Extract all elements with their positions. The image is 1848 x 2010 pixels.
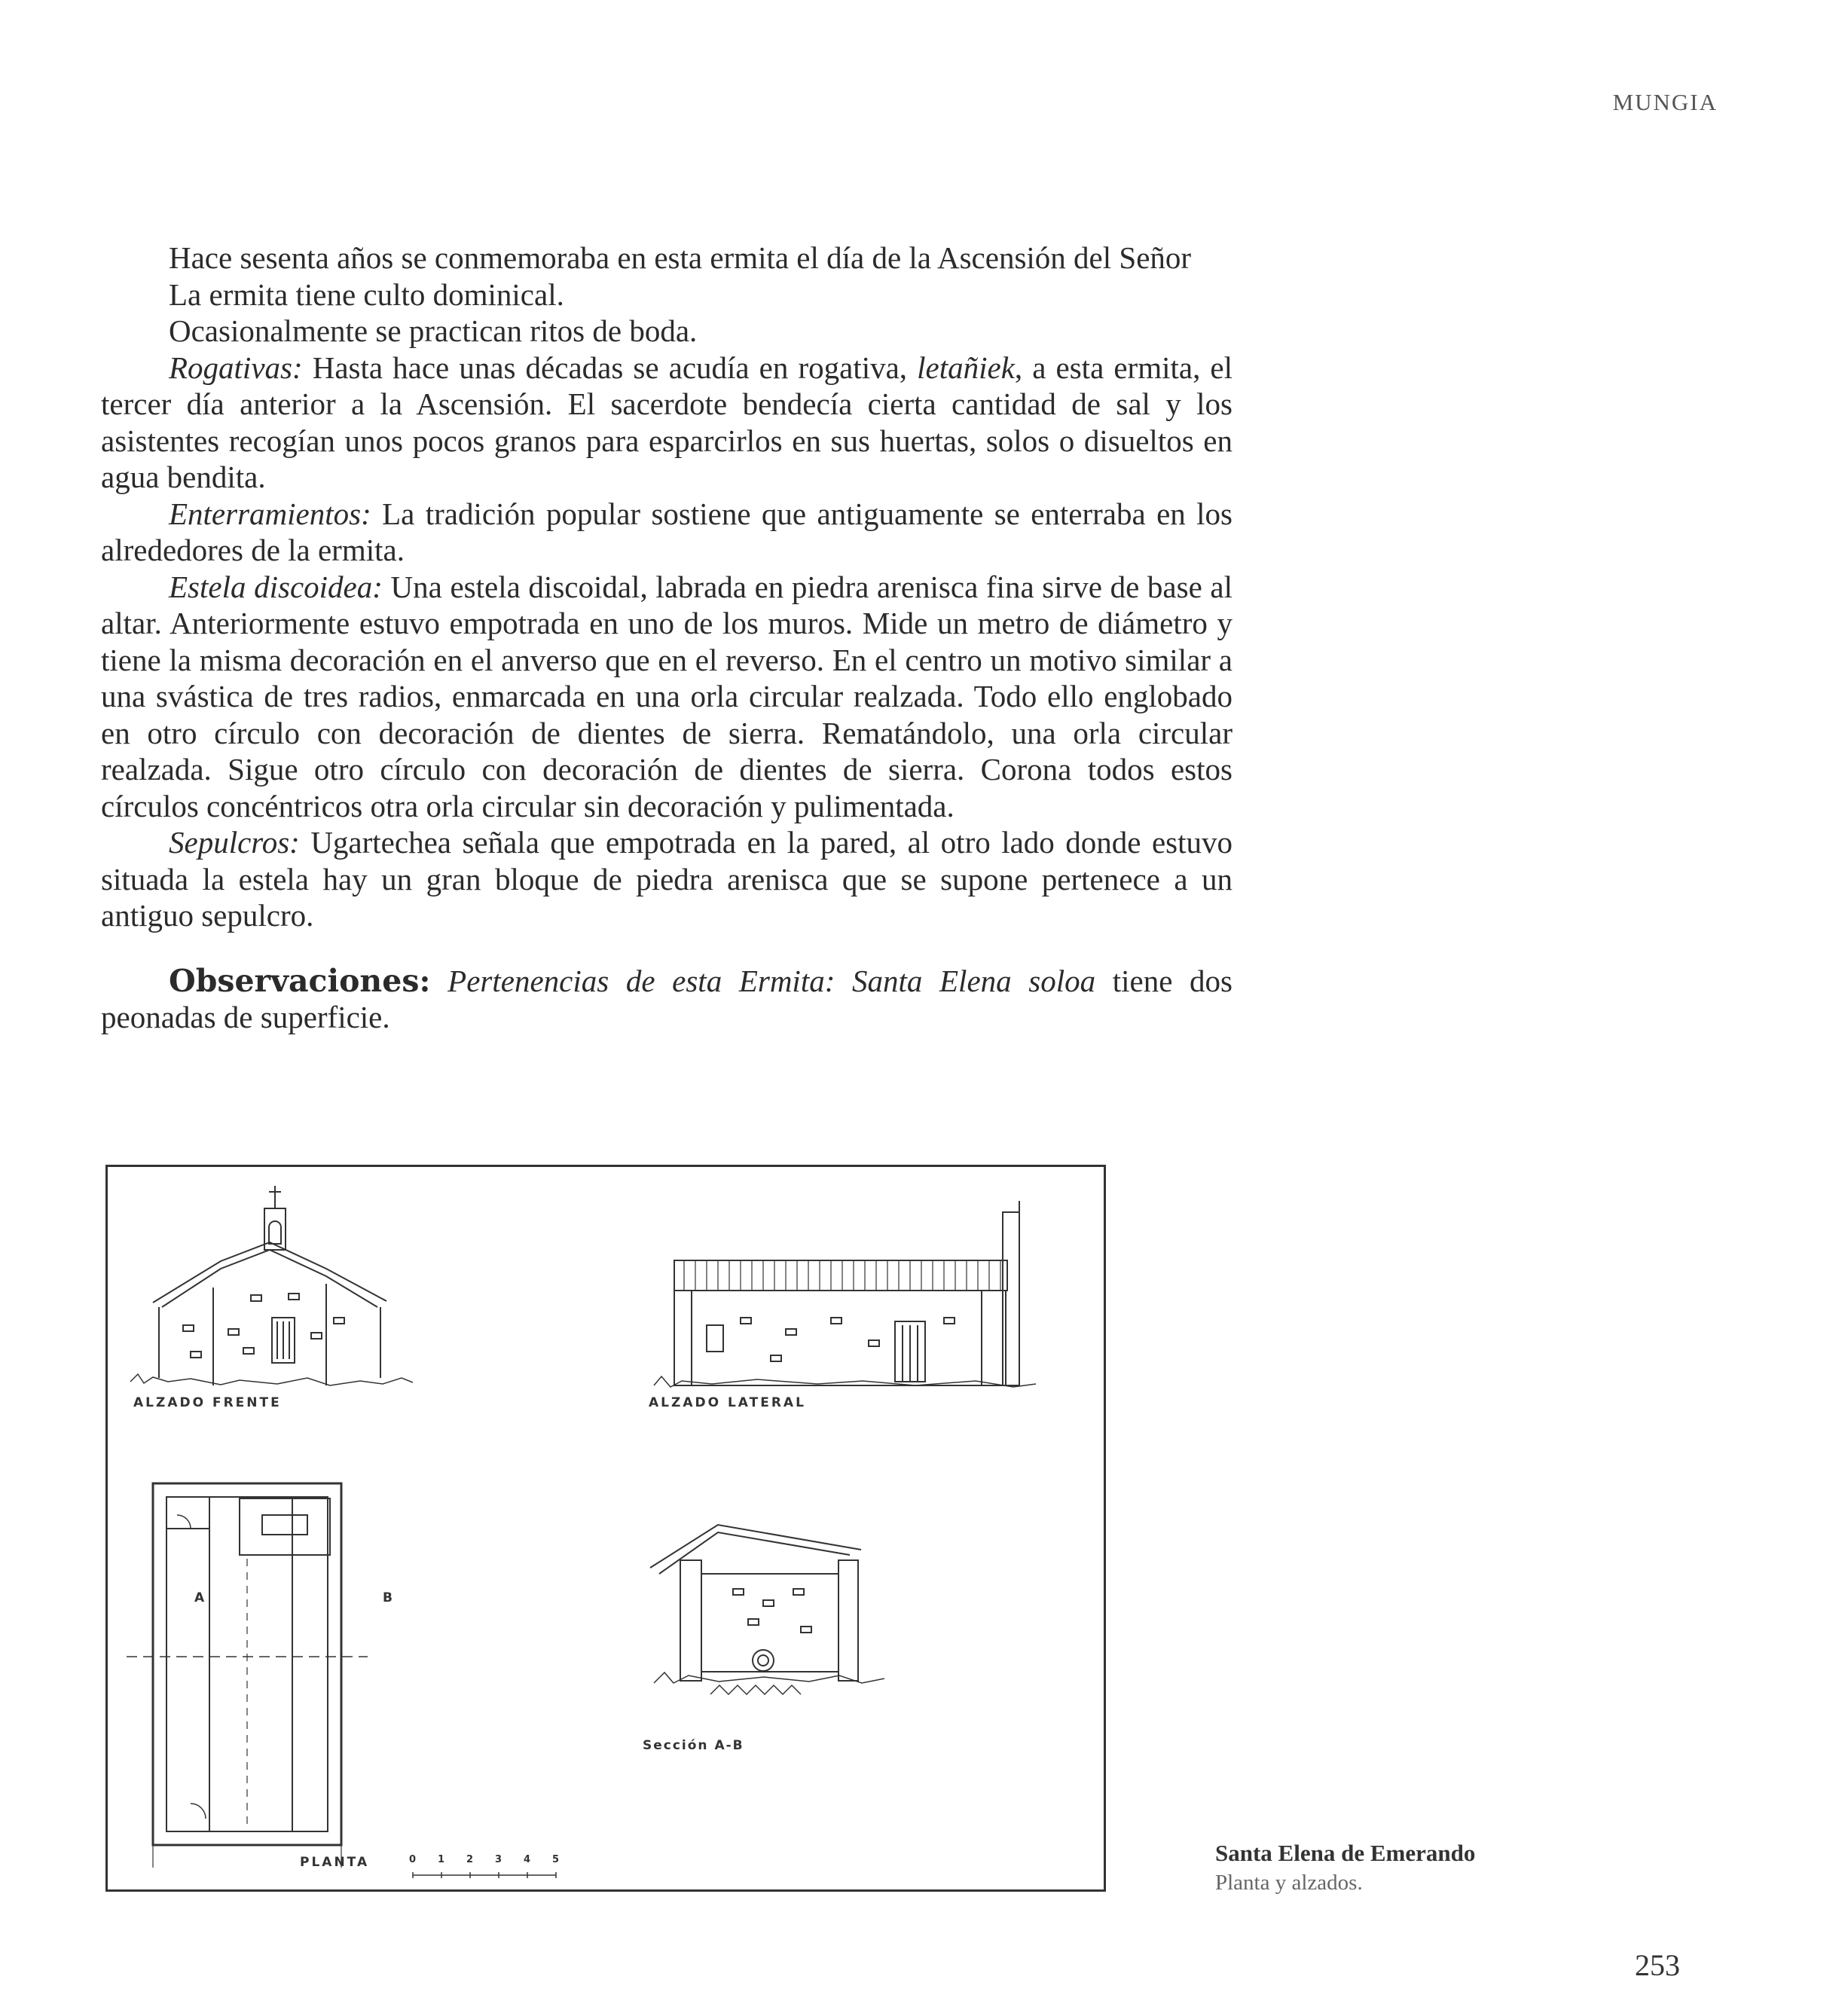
paragraph-text: tiene dos peonadas de superficie. [101, 963, 1233, 1034]
section-mark-a: A [194, 1590, 207, 1605]
term: letañiek [917, 350, 1015, 385]
paragraph-rogativas [101, 350, 1233, 496]
floor-plan-label: PLANTA [300, 1855, 370, 1870]
section-mark-b: B [383, 1590, 395, 1605]
front-elevation-drawing [130, 1186, 413, 1385]
paragraph [101, 240, 1233, 276]
caption-title: Santa Elena de Emerando [1215, 1840, 1476, 1866]
paragraph [101, 276, 1233, 313]
paragraph-sepulcros [101, 824, 1233, 934]
scale-tick: 5 [552, 1854, 560, 1865]
scale-tick: 2 [466, 1854, 474, 1865]
scale-tick: 1 [438, 1854, 445, 1865]
paragraph-text: Hasta hace unas décadas se acudía en rogativa, [302, 350, 918, 385]
caption-subtitle: Planta y alzados. [1215, 1871, 1363, 1895]
paragraph-text: Hace sesenta años se conmemoraba en esta ermita el día de la Ascensión del Señor [169, 240, 1192, 275]
drawings [108, 1167, 1104, 1889]
front-elevation-label: ALZADO FRENTE [133, 1395, 282, 1410]
paragraph-estela [101, 569, 1233, 825]
lateral-elevation-drawing [654, 1201, 1036, 1387]
lateral-elevation-label: ALZADO LATERAL [649, 1395, 806, 1410]
observaciones-label: Observaciones: [169, 962, 431, 999]
observaciones-italic: Pertenencias de esta Ermita: Santa Elena soloa [430, 963, 1096, 998]
paragraph-observaciones [101, 963, 1233, 1036]
floor-plan-drawing [127, 1483, 556, 1878]
paragraph-text: La ermita tiene culto dominical. [169, 276, 564, 312]
section-label: Enterramientos: [169, 496, 371, 531]
paragraph-text: Ocasionalmente se practican ritos de boda. [169, 313, 698, 348]
figure-caption [1215, 1838, 1667, 1897]
body-text [101, 240, 1233, 1036]
paragraph-text: , a esta ermita, el tercer día anterior a la Ascensión. El sacerdote bendecía cierta cantidad de sal y los asistentes recogían unos pocos granos para esparcirlos en sus huertas, solos o disueltos en agua bendita. [101, 350, 1233, 494]
paragraph-text: Una estela discoidal, labrada en piedra arenisca fina sirve de base al altar. Anteriormente estuvo empotrada en uno de los muros. Mide un metro de diámetro y tiene la misma decoración en el anverso que en el reverso. En el centro un motivo similar a una svástica de tres radios, enmarcada en una orla circular realzada. Todo ello englobado en otro círculo con decoración de dientes de sierra. Rematándolo, una orla circular realzada. Sigue otro círculo con decoración de dientes de sierra. Corona todos estos círculos concéntricos otra orla circular sin decoración y pulimentada. [101, 569, 1233, 823]
paragraph-text: La tradición popular sostiene que antiguamente se enterraba en los alrededores de la ermita. [101, 496, 1233, 567]
section-label: Sepulcros: [169, 825, 300, 860]
scale-tick: 3 [495, 1854, 502, 1865]
page-number: 253 [1635, 1948, 1680, 1982]
section-drawing [650, 1525, 884, 1694]
architectural-figure [105, 1165, 1106, 1892]
paragraph-text: Ugartechea señala que empotrada en la pared, al otro lado donde estuvo situada la estela hay un gran bloque de piedra arenisca que se supone pertenece a un antiguo sepulcro. [101, 825, 1233, 933]
scale-tick: 0 [409, 1854, 417, 1865]
paragraph-enterramientos [101, 496, 1233, 569]
paragraph [101, 313, 1233, 350]
section-label: Estela discoidea: [169, 569, 383, 604]
scale-tick: 4 [524, 1854, 531, 1865]
section-label: Rogativas: [169, 350, 303, 385]
scale-bar [413, 1872, 556, 1878]
section-label: Sección A-B [643, 1738, 744, 1753]
running-head: MUNGIA [1612, 89, 1718, 115]
